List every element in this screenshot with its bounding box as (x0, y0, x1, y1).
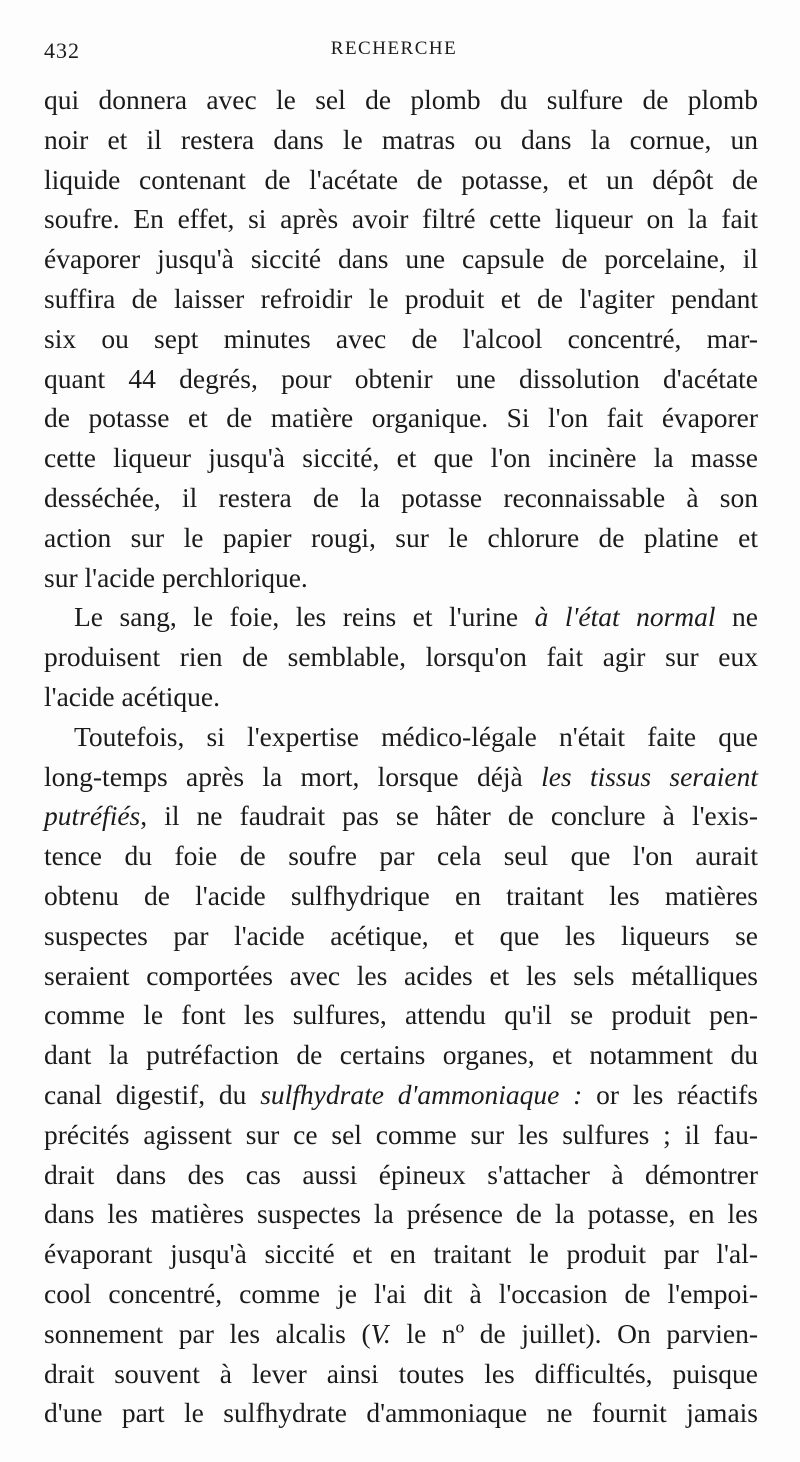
text-line (44, 1194, 758, 1234)
text-line (44, 1314, 758, 1354)
line-text: desséchée, il restera de la potasse reconnaissable à son (44, 481, 758, 513)
text-line (44, 597, 758, 637)
line-text: noir et il restera dans le matras ou dans la cornue, un (44, 123, 758, 155)
line-text: cette liqueur jusqu'à siccité, et que l'on incinère la masse (44, 442, 758, 474)
text-line (44, 438, 758, 478)
text-line (44, 319, 758, 359)
text-line (44, 757, 758, 797)
page-header (44, 38, 744, 68)
line-text: six ou sept minutes avec de l'alcool concentré, mar- (44, 322, 758, 354)
text-line (44, 478, 758, 518)
line-text: produisent rien de semblable, lorsqu'on fait agir sur eux (44, 641, 758, 673)
italic-text: à l'état normal (534, 601, 716, 633)
text-line (44, 916, 758, 956)
line-text: liquide contenant de l'acétate de potasse, et un dépôt de (44, 163, 758, 195)
line-text: action sur le papier rougi, sur le chlorure de platine et (44, 521, 758, 553)
text-line (44, 120, 758, 160)
line-text: suffira de laisser refroidir le produit et de l'agiter pendant (44, 282, 758, 314)
text-line (44, 279, 758, 319)
text-line (44, 80, 758, 120)
line-text: long-temps après la mort, lorsque déjà (44, 760, 542, 792)
text-line (44, 995, 758, 1035)
running-head: RECHERCHE (330, 38, 458, 59)
line-text: cool concentré, comme je l'ai dit à l'occasion de l'empoi- (44, 1277, 758, 1309)
text-line (44, 1035, 758, 1075)
line-text: Le sang, le foie, les reins et l'urine (74, 601, 535, 633)
line-text: comme le font les sulfures, attendu qu'il se produit pen- (44, 999, 758, 1031)
italic-text: sulfhydrate d'ammoniaque : (260, 1078, 583, 1110)
line-text: de potasse et de matière organique. Si l'on fait évaporer (44, 402, 758, 434)
line-text: dant la putréfaction de certains organes, et notamment du (44, 1039, 758, 1071)
italic-text: V. (370, 1317, 391, 1349)
italic-text: les tissus seraient (541, 760, 758, 792)
line-text: le nº de juillet). On parvien- (390, 1317, 758, 1349)
line-text: suspectes par l'acide acétique, et que les liqueurs se (44, 919, 758, 951)
line-text: sur l'acide perchlorique. (44, 561, 308, 593)
line-text: drait souvent à lever ainsi toutes les difficultés, puisque (44, 1357, 758, 1389)
line-text: drait dans des cas aussi épineux s'attacher à démontrer (44, 1158, 758, 1190)
line-text: obtenu de l'acide sulfhydrique en traitant les matières (44, 879, 758, 911)
text-line (44, 836, 758, 876)
line-text: , il ne faudrait pas se hâter de conclure à l'exis- (140, 800, 758, 832)
line-text: quant 44 degrés, pour obtenir une dissolution d'acétate (44, 362, 758, 394)
line-text: l'acide acétique. (44, 680, 220, 712)
line-text: soufre. En effet, si après avoir filtré cette liqueur on la fait (44, 203, 758, 235)
line-text: précités agissent sur ce sel comme sur les sulfures ; il fau- (44, 1118, 758, 1150)
italic-text: putréfiés (44, 800, 141, 832)
text-line (44, 518, 758, 558)
text-line (44, 199, 758, 239)
text-line (44, 359, 758, 399)
line-text: d'une part le sulfhydrate d'ammoniaque ne fournit jamais (44, 1397, 758, 1429)
line-text: seraient comportées avec les acides et les sels métalliques (44, 959, 758, 991)
text-line (44, 1075, 758, 1115)
page-number: 432 (44, 38, 80, 63)
text-line (44, 1354, 758, 1394)
line-text: sonnement par les alcalis ( (44, 1317, 371, 1349)
line-text: Toutefois, si l'expertise médico-légale n'était faite que (74, 720, 758, 752)
text-line (44, 677, 758, 717)
line-text: évaporant jusqu'à siccité et en traitant le produit par l'al- (44, 1238, 758, 1270)
line-text: tence du foie de soufre par cela seul que l'on aurait (44, 840, 758, 872)
text-line (44, 239, 758, 279)
line-text: évaporer jusqu'à siccité dans une capsule de porcelaine, il (44, 243, 758, 275)
line-text: or les réactifs (582, 1078, 759, 1110)
line-text: dans les matières suspectes la présence de la potasse, en les (44, 1198, 758, 1230)
text-line (44, 1393, 758, 1433)
text-line (44, 1155, 758, 1195)
text-line (44, 1274, 758, 1314)
text-line (44, 956, 758, 996)
text-line (44, 160, 758, 200)
line-text: canal digestif, du (44, 1078, 261, 1110)
body-text (44, 80, 758, 1433)
text-line (44, 876, 758, 916)
line-text: qui donnera avec le sel de plomb du sulfure de plomb (44, 84, 758, 115)
text-line (44, 637, 758, 677)
text-line (44, 1115, 758, 1155)
text-line (44, 398, 758, 438)
text-line (44, 796, 758, 836)
text-line (44, 717, 758, 757)
text-line (44, 558, 758, 598)
line-text: ne (715, 601, 758, 633)
text-line (44, 1234, 758, 1274)
